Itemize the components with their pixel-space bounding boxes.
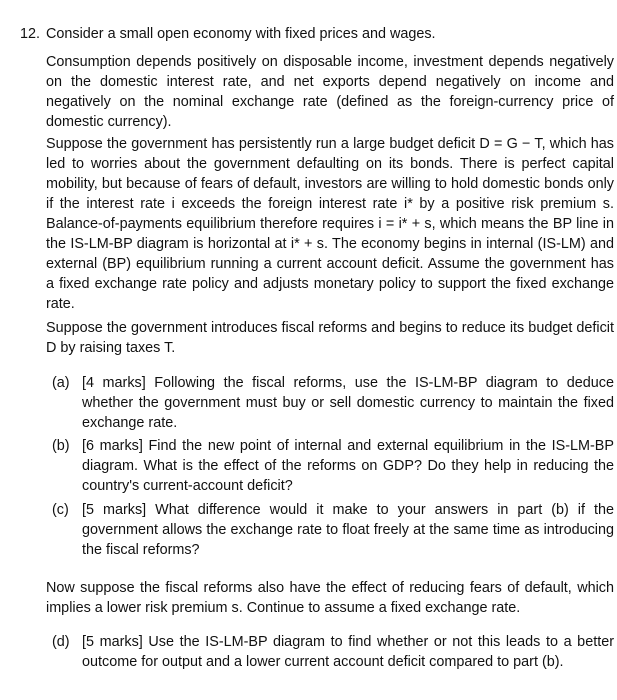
paragraph-budget-deficit-scenario: Suppose the government has persistently run a large budget deficit D = G − T, which has led to worries about the government defaulting on its bonds. There is perfect capital mobility, but because of fears of default, investors are willing to hold domestic bonds only if the interest rate i exceeds the foreign interest rate i* by a positive risk premium s. Balance-of-payments equilibrium therefore requires i = i* + s, which means the BP line in the IS-LM-BP diagram is horizontal at i* + s. The economy begins in internal (IS-LM) and external (BP) equilibrium running a current account deficit. Assume the government has a fixed exchange rate policy and adjusts monetary policy to support the fixed exchange rate.	[46, 136, 614, 312]
part-c-label: (c)	[52, 502, 69, 518]
part-d-text: [5 marks] Use the IS-LM-BP diagram to find whether or not this leads to a better outcome for output and a lower current account deficit compared to part (b).	[82, 634, 614, 670]
part-b-text: [6 marks] Find the new point of internal and external equilibrium in the IS-LM-BP diagram. What is the effect of the reforms on GDP? Do they help in reducing the country's current-account deficit?	[82, 438, 614, 494]
part-a-label: (a)	[52, 375, 70, 391]
part-c-text: [5 marks] What difference would it make to your answers in part (b) if the government allows the exchange rate to float freely at the same time as introducing the fiscal reforms?	[82, 502, 614, 558]
part-a-text: [4 marks] Following the fiscal reforms, use the IS-LM-BP diagram to deduce whether the government must buy or sell domestic currency to maintain the fixed exchange rate.	[82, 375, 614, 431]
paragraph-model-assumptions: Consumption depends positively on disposable income, investment depends negatively on the domestic interest rate, and net exports depend negatively on income and negatively on the nominal exchange rate (defined as the foreign-currency price of domestic currency).	[46, 54, 614, 130]
paragraph-fiscal-reforms: Suppose the government introduces fiscal reforms and begins to reduce its budget deficit D by raising taxes T.	[46, 320, 614, 356]
part-b-label: (b)	[52, 438, 70, 454]
question-title: Consider a small open economy with fixed prices and wages.	[46, 26, 436, 42]
paragraph-lower-risk-premium: Now suppose the fiscal reforms also have the effect of reducing fears of default, which implies a lower risk premium s. Continue to assume a fixed exchange rate.	[46, 580, 614, 616]
part-d-label: (d)	[52, 634, 70, 650]
question-number: 12.	[20, 26, 41, 42]
